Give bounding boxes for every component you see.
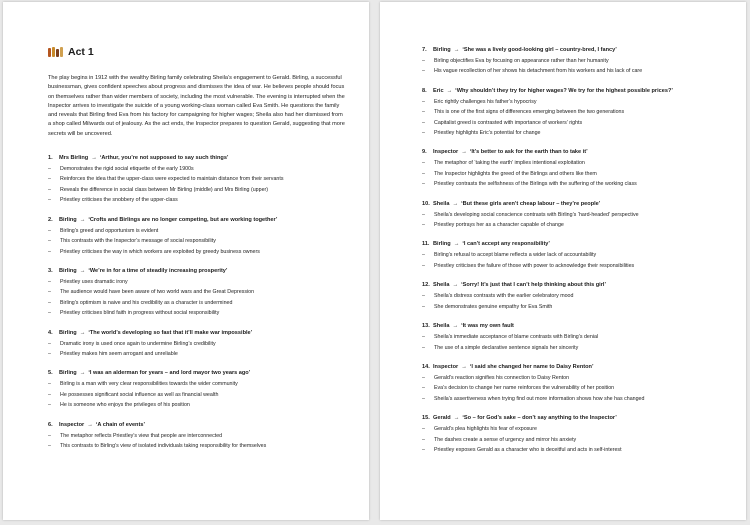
analysis-point-text: Birling’s greed and opportunism is evident [60,227,159,234]
analysis-point [48,195,347,205]
dash-bullet: – [422,436,425,443]
analysis-point-text: Priestley criticises the snobbery of the upper-class [60,197,178,204]
quote-text: ‘I was an alderman for years – and lord mayor two years ago’ [88,370,251,377]
dash-bullet: – [422,395,425,402]
dash-bullet: – [422,160,425,167]
quote-text: ‘So – for God’s sake – don’t say anything to the Inspector’ [462,415,617,422]
quote-item [48,329,347,360]
quote-text: ‘I said she changed her name to Daisy Renton’ [469,363,594,370]
analysis-points [422,424,726,455]
quote-number: 13. [422,323,430,330]
analysis-point-text: Birling’s optimism is naive and his credibility as a character is undermined [60,299,233,306]
analysis-points [48,431,347,452]
quote-speaker: Birling [59,216,77,223]
analysis-point [422,128,726,138]
analysis-point [422,97,726,107]
quote-item [422,46,726,77]
quote-text: ‘Arthur, you’re not supposed to say such things’ [99,155,229,162]
analysis-points [48,226,347,257]
analysis-point-text: Priestley criticises blind faith in progress without social responsibility [60,310,220,317]
analysis-point-text: Priestley criticises the way in which workers are exploited by greedy business owners [60,248,260,255]
analysis-point-text: Demonstrates the rigid social etiquette of the early 1900s [60,166,194,173]
quote-speaker: Sheila [433,282,450,289]
quote-item [422,281,726,312]
analysis-point [422,435,726,445]
intro-paragraph: The play begins in 1912 with the wealthy Birling family celebrating Sheila’s engagement to Gerald. Birling, a successful businessman, gives confident speeches about progress and dismisses the idea of war. He believes people should focus on themselves rather than wider members of society, including the most vulnerable. The evening is interrupted when the Inspector arrives to investigate the suicide of a young working-class woman called Eva Smith. He questions the family and reveals that Birling fired Eva from his factory for campaigning for higher wages; Sheila also had her dismissed from a shop called Milwards out of jealousy. As the act ends, the Inspector prepares to question Gerald, suggesting that more secrets will be uncovered. [48,75,345,137]
analysis-point [48,390,347,400]
quote-item [48,421,347,452]
dash-bullet: – [48,186,51,193]
dash-bullet: – [422,262,425,269]
analysis-point-text: Reinforces the idea that the upper-class were expected to maintain distance from their servants [60,176,284,183]
analysis-point-text: Sheila’s immediate acceptance of blame contrasts with Birling’s denial [434,334,599,341]
arrow-icon: → [79,329,86,336]
act-title-text: Act 1 [68,46,94,58]
quote-heading [48,369,347,377]
dash-bullet: – [422,385,425,392]
analysis-point [422,445,726,455]
arrow-icon: → [461,149,467,156]
right-page [380,2,746,520]
quote-item [422,363,726,404]
arrow-icon: → [446,87,453,94]
quote-heading [422,240,726,248]
quote-text: ‘It’s better to ask for the earth than to take it’ [469,149,588,156]
analysis-point-text: Gerald’s reaction signifies his connection to Daisy Renton [434,374,570,381]
quote-text: ‘She was a lively good-looking girl – country-bred, I fancy’ [462,47,617,53]
quote-heading [422,148,726,156]
analysis-point [48,308,347,318]
dash-bullet: – [48,197,51,204]
quote-text: ‘But these girls aren’t cheap labour – they’re people’ [461,200,601,207]
analysis-point-text: The use of a simple declarative sentence signals her sincerity [434,344,579,351]
quote-speaker: Birling [59,267,77,274]
quote-number: 4. [48,329,53,336]
quote-item [48,216,347,257]
analysis-points [422,291,726,312]
analysis-point-text: The metaphor of ‘taking the earth’ implies intentional exploitation [434,160,585,167]
dash-bullet: – [48,402,51,409]
analysis-points [48,379,347,410]
quote-text: ‘A chain of events’ [95,421,145,428]
quote-text: ‘Sorry! It’s just that I can’t help thinking about this girl’ [461,282,607,289]
arrow-icon: → [87,421,93,428]
dash-bullet: – [48,340,51,347]
analysis-point-text: Sheila’s assertiveness when trying find out more information shows how she has changed [434,395,645,402]
quote-speaker: Birling [433,47,451,53]
quote-number: 8. [422,87,427,94]
quote-text: ‘We’re in for a time of steadily increasing prosperity’ [88,267,228,274]
analysis-points [422,210,726,231]
analysis-point [422,107,726,117]
quote-speaker: Sheila [433,323,450,330]
analysis-point [48,298,347,308]
analysis-points [422,373,726,404]
dash-bullet: – [48,278,51,285]
analysis-point [422,383,726,393]
analysis-point-text: Eva’s decision to change her name reinforces the vulnerability of her position [434,385,615,392]
dash-bullet: – [422,446,425,453]
analysis-point [422,394,726,404]
analysis-point [422,332,726,342]
analysis-point [48,236,347,246]
analysis-point [422,158,726,168]
analysis-point-text: Birling is a man with very clear responsibilities towards the wider community [60,381,238,388]
quote-speaker: Gerald [433,415,451,422]
dash-bullet: – [48,238,51,245]
analysis-point-text: She demonstrates genuine empathy for Eva Smith [434,303,553,310]
dash-bullet: – [48,350,51,357]
quote-heading [422,363,726,371]
quote-item [48,369,347,410]
quote-number: 2. [48,216,53,223]
analysis-points [422,158,726,189]
quote-list [48,154,347,451]
analysis-point [422,118,726,128]
analysis-point-text: Dramatic irony is used once again to undermine Birling’s credibility [60,340,216,347]
analysis-point [422,373,726,383]
dash-bullet: – [422,222,425,229]
quote-item [422,414,726,455]
analysis-point [48,441,347,451]
analysis-point-text: The dashes create a sense of urgency and mirror his anxiety [434,436,577,443]
arrow-icon: → [452,323,459,330]
analysis-point-text: Birling’s refusal to accept blame reflects a wider lack of accountability [434,252,597,259]
arrow-icon: → [91,155,97,162]
dash-bullet: – [422,58,425,64]
quote-item [48,154,347,206]
analysis-points [422,250,726,271]
dash-bullet: – [422,293,425,300]
dash-bullet: – [422,334,425,341]
dash-bullet: – [422,130,425,137]
analysis-point-text: Sheila’s developing social conscience contrasts with Birling’s ‘hard-headed’ perspective [434,211,639,218]
quote-text: ‘Crofts and Birlings are no longer competing, but are working together’ [88,216,278,223]
quote-heading [48,154,347,162]
analysis-point [422,179,726,189]
dash-bullet: – [422,98,425,105]
dash-bullet: – [48,227,51,234]
quote-speaker: Birling [433,241,451,248]
quote-item [422,322,726,353]
quote-item [422,148,726,189]
analysis-point [48,164,347,174]
left-page [3,2,369,520]
analysis-points [422,332,726,353]
quote-text: ‘The world’s developing so fast that it’ll make war impossible’ [88,329,253,336]
analysis-point [422,66,726,76]
analysis-point-text: Priestley exposes Gerald as a character who is deceitful and acts in self-interest [434,446,622,453]
analysis-point [422,302,726,312]
analysis-point-text: Priestley contrasts the selfishness of the Birlings with the suffering of the working class [434,181,637,188]
quote-speaker: Eric [433,87,444,94]
analysis-point-text: This contrasts with the Inspector’s message of social responsibility [60,238,216,245]
dash-bullet: – [48,442,51,449]
quote-number: 3. [48,267,53,274]
analysis-point [422,210,726,220]
quote-heading [422,87,726,95]
analysis-point-text: The Inspector highlights the greed of the Birlings and others like them [434,170,597,177]
arrow-icon: → [79,370,86,377]
quote-heading [48,421,347,429]
analysis-point [48,400,347,410]
analysis-point [422,220,726,230]
quote-number: 15. [422,415,430,422]
analysis-point-text: Priestley uses dramatic irony [60,278,128,285]
arrow-icon: → [79,216,86,223]
quote-list [422,46,726,455]
analysis-point [48,339,347,349]
analysis-point [48,277,347,287]
quote-heading [48,267,347,275]
analysis-point-text: Gerald’s plea highlights his fear of exposure [434,426,537,433]
quote-text: ‘It was my own fault [461,323,514,330]
dash-bullet: – [422,344,425,351]
quote-item [422,87,726,139]
quote-heading [48,329,347,337]
act-title [48,46,347,58]
arrow-icon: → [461,363,467,370]
quote-number: 1. [48,155,53,162]
analysis-point [48,174,347,184]
dash-bullet: – [422,252,425,259]
quote-text: ‘I can’t accept any responsibility’ [462,241,550,248]
quote-heading [422,322,726,330]
analysis-point-text: He possesses significant social influence as well as financial wealth [60,391,219,398]
dash-bullet: – [422,211,425,218]
dash-bullet: – [48,289,51,296]
analysis-point [48,287,347,297]
analysis-point [48,379,347,389]
quote-number: 14. [422,363,430,370]
analysis-point [422,169,726,179]
quote-item [422,200,726,231]
analysis-points [48,339,347,360]
quote-speaker: Inspector [59,421,85,428]
analysis-point-text: Birling objectifies Eva by focusing on appearance rather than her humanity [434,58,609,64]
arrow-icon: → [79,267,86,274]
analysis-point-text: Priestley criticises the failure of those with power to acknowledge their responsibilities [434,262,635,269]
analysis-point-text: He is someone who enjoys the privileges of his position [60,402,190,409]
analysis-point-text: This is one of the first signs of differences emerging between the two generations [434,109,625,116]
analysis-point [48,185,347,195]
dash-bullet: – [422,303,425,310]
quote-heading [422,200,726,208]
analysis-point [48,431,347,441]
dash-bullet: – [48,166,51,173]
quote-number: 9. [422,149,427,156]
quote-speaker: Sheila [433,200,450,207]
quote-number: 7. [422,47,427,53]
quote-speaker: Birling [59,329,77,336]
analysis-point-text: Priestley portrays her as a character capable of change [434,222,564,229]
analysis-point [422,250,726,260]
analysis-point [48,226,347,236]
analysis-point-text: Sheila’s distress contrasts with the earlier celebratory mood [434,293,574,300]
quote-item [422,240,726,271]
analysis-point-text: This contrasts to Birling’s view of isolated individuals taking responsibility for themselves [60,442,267,449]
analysis-point [48,247,347,257]
quote-number: 6. [48,421,53,428]
dash-bullet: – [422,181,425,188]
quote-heading [422,414,726,422]
dash-bullet: – [48,432,51,439]
analysis-point-text: The audience would have been aware of two world wars and the Great Depression [60,289,255,296]
analysis-points [422,97,726,139]
analysis-point [48,349,347,359]
quote-number: 11. [422,241,430,248]
dash-bullet: – [48,310,51,317]
quote-speaker: Birling [59,370,77,377]
books-icon [48,47,63,57]
dash-bullet: – [422,119,425,126]
arrow-icon: → [453,415,460,422]
dash-bullet: – [422,109,425,116]
quote-number: 5. [48,370,53,377]
analysis-point-text: Capitalist greed is contrasted with importance of workers’ rights [434,119,583,126]
quote-speaker: Inspector [433,149,459,156]
dash-bullet: – [48,248,51,255]
quote-speaker: Inspector [433,363,459,370]
dash-bullet: – [48,391,51,398]
dash-bullet: – [422,68,425,75]
analysis-point-text: Eric rightly challenges his father’s hypocrisy [434,98,537,105]
quote-heading [422,46,726,54]
analysis-point-text: His vague recollection of her shows his detachment from his workers and his lack of care [434,68,643,75]
dash-bullet: – [48,299,51,306]
quote-heading [48,216,347,224]
analysis-points [422,56,726,77]
quote-heading [422,281,726,289]
dash-bullet: – [422,374,425,381]
analysis-point-text: Priestley highlights Eric’s potential for change [434,130,541,137]
quote-number: 12. [422,282,430,289]
analysis-point-text: The metaphor reflects Priestley’s view that people are interconnected [60,432,223,439]
analysis-point-text: Reveals the difference in social class between Mr Birling (middle) and Mrs Birling (upper) [60,186,269,193]
arrow-icon: → [453,241,460,248]
analysis-points [48,277,347,319]
dash-bullet: – [48,176,51,183]
quote-item [48,267,347,319]
analysis-point-text: Priestley makes him seem arrogant and unreliable [60,350,178,357]
arrow-icon: → [453,47,460,53]
arrow-icon: → [452,200,459,207]
analysis-point [422,291,726,301]
analysis-point [422,343,726,353]
arrow-icon: → [452,282,459,289]
dash-bullet: – [48,381,51,388]
analysis-point [422,261,726,271]
analysis-point [422,56,726,66]
dash-bullet: – [422,170,425,177]
quote-number: 10. [422,200,430,207]
quote-text: ‘Why shouldn’t they try for higher wages? We try for the highest possible prices?’ [455,87,673,94]
analysis-points [48,164,347,206]
analysis-point [422,424,726,434]
dash-bullet: – [422,426,425,433]
quote-speaker: Mrs Birling [59,155,89,162]
